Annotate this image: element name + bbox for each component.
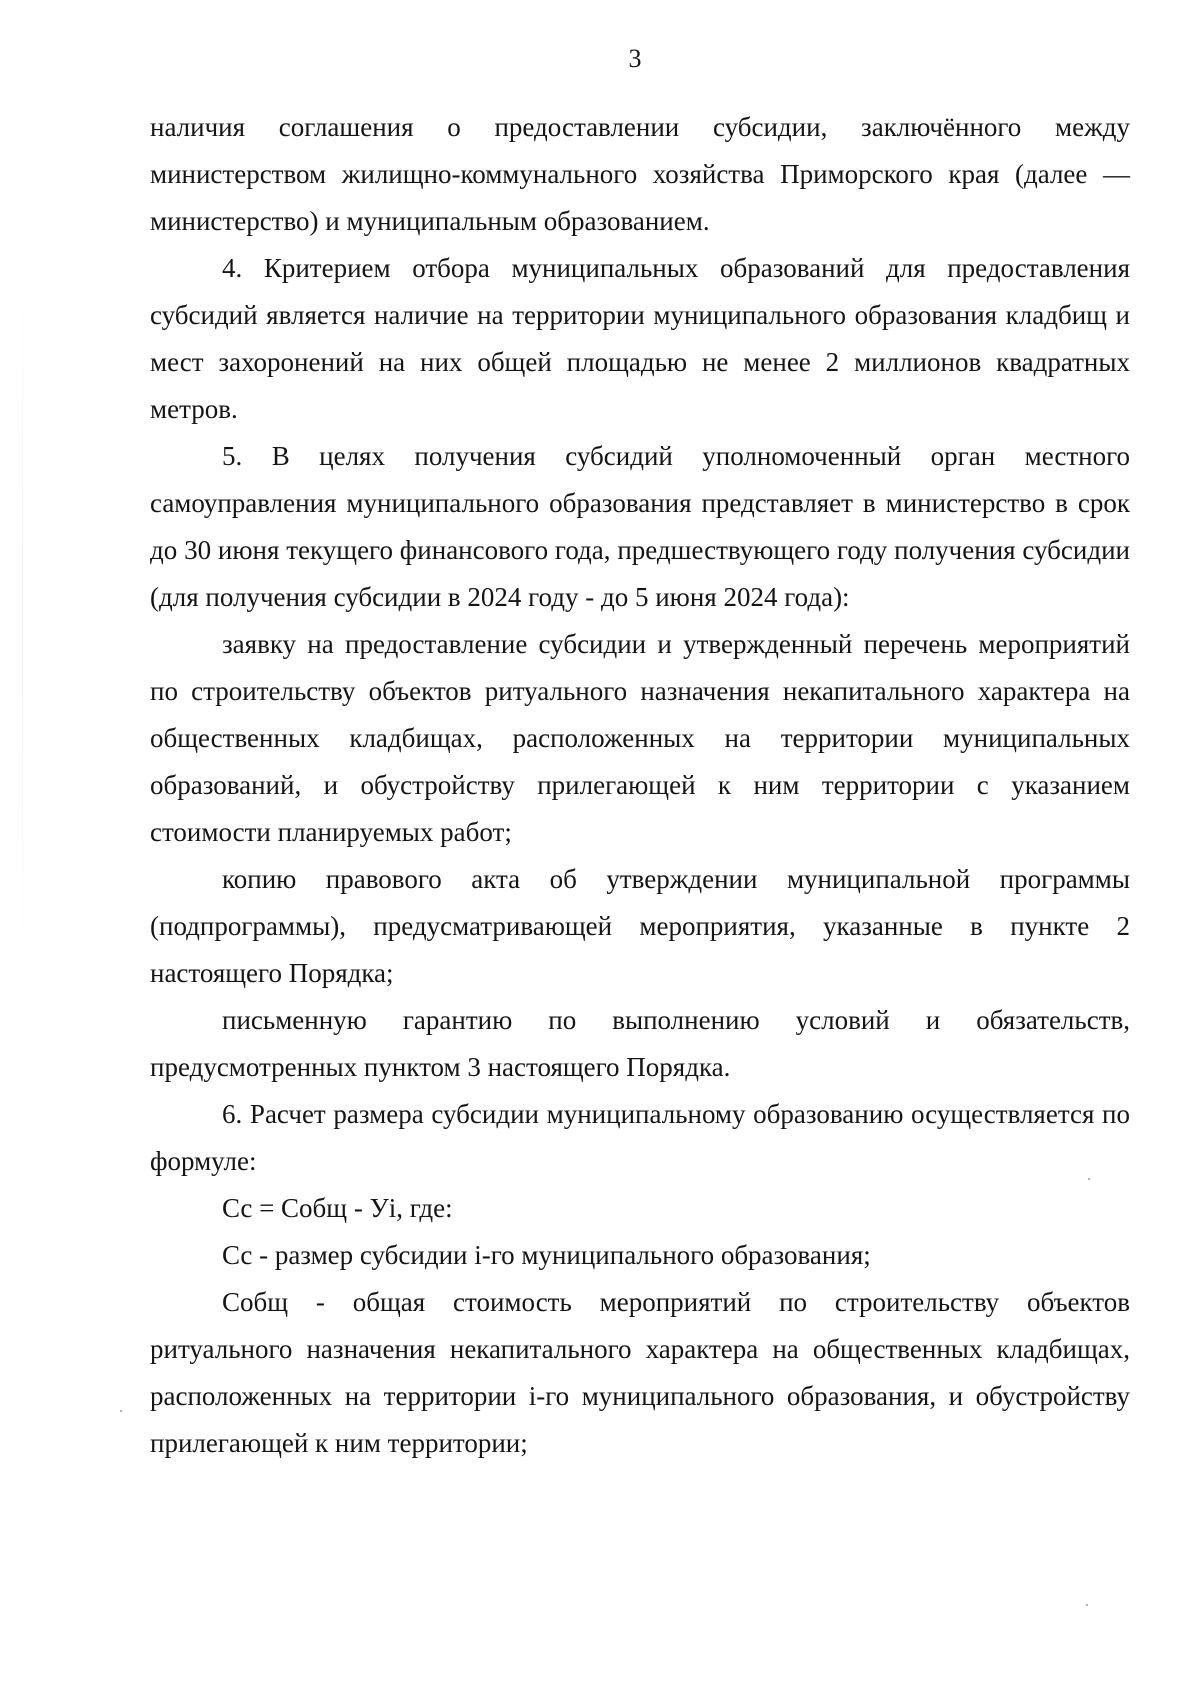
definition-cc: Сс - размер субсидии i-го муниципального образования; xyxy=(222,1240,871,1270)
document-body xyxy=(150,104,1130,1467)
page-number: 3 xyxy=(628,44,642,73)
paragraph-item-4: 4. Критерием отбора муниципальных образований для предоставления субсидий является наличие на территории муниципального образования кладбищ и мест захоронений на них общей площадью не менее 2 миллионов квадратных метров. xyxy=(150,253,1130,424)
paragraph-continuation: наличия соглашения о предоставлении субсидии, заключённого между министерством жилищно-коммунального хозяйства Приморского края (далее — министерство) и муниципальным образованием. xyxy=(150,112,1130,236)
scan-speck xyxy=(1088,1178,1090,1180)
scan-speck xyxy=(1086,1604,1088,1606)
definition-sobsh: Собщ - общая стоимость мероприятий по строительству объектов ритуального назначения некапитального характера на общественных кладбищах, расположенных на территории i-го муниципального образования, и обустройству прилегающей к ним территории; xyxy=(150,1287,1130,1458)
scan-speck xyxy=(120,1410,122,1412)
formula-line: Сс = Собщ - Уi, где: xyxy=(222,1193,453,1223)
scan-edge-shadow xyxy=(22,240,23,1000)
paragraph-application: заявку на предоставление субсидии и утвержденный перечень мероприятий по строительству объектов ритуального назначения некапитального характера на общественных кладбищах, расположенных на территории муниципальных образований, и обустройству прилегающей к ним территории с указанием стоимости планируемых работ; xyxy=(150,629,1130,847)
paragraph-item-6: 6. Расчет размера субсидии муниципальному образованию осуществляется по формуле: xyxy=(150,1099,1130,1176)
paragraph-guarantee: письменную гарантию по выполнению условий и обязательств, предусмотренных пунктом 3 настоящего Порядка. xyxy=(150,1005,1130,1082)
paragraph-item-5: 5. В целях получения субсидий уполномоченный орган местного самоуправления муниципального образования представляет в министерство в срок до 30 июня текущего финансового года, предшествующего году получения субсидии (для получения субсидии в 2024 году - до 5 июня 2024 года): xyxy=(150,441,1130,612)
paragraph-program-copy: копию правового акта об утверждении муниципальной программы (подпрограммы), предусматривающей мероприятия, указанные в пункте 2 настоящего Порядка; xyxy=(150,864,1130,988)
